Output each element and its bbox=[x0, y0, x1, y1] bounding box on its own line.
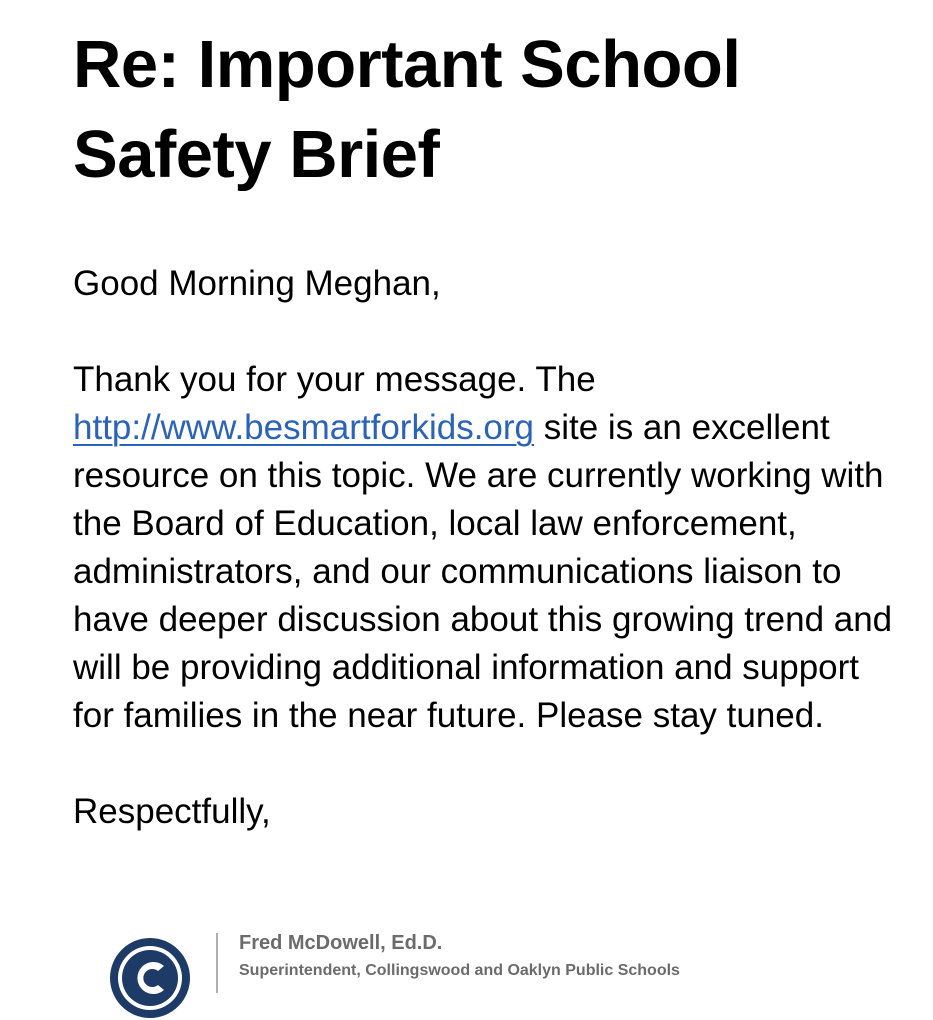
email-greeting: Good Morning Meghan, bbox=[73, 264, 441, 303]
email-paragraph bbox=[73, 356, 903, 740]
signature-name: Fred McDowell, Ed.D. bbox=[239, 932, 443, 954]
signature-divider bbox=[216, 933, 218, 993]
besmartforkids-link[interactable]: http://www.besmartforkids.org bbox=[73, 408, 534, 447]
school-c-logo-icon bbox=[108, 936, 192, 1020]
paragraph-text-after-link: site is an excellent resource on this topic. We are currently working with the Board of Education, local law enforcement, administrators, and our communications liaison to have deeper discussion about this growing trend and will be providing additional information and support for families in the near future. Please stay tuned. bbox=[73, 408, 893, 735]
email-body bbox=[73, 260, 903, 836]
signature-title: Superintendent, Collingswood and Oaklyn Public Schools bbox=[239, 962, 680, 979]
email-message bbox=[73, 0, 903, 836]
email-subject: Re: Important School Safety Brief bbox=[73, 27, 741, 192]
email-signature bbox=[108, 930, 908, 1000]
paragraph-text-before-link: Thank you for your message. The bbox=[73, 360, 596, 399]
email-closing: Respectfully, bbox=[73, 792, 271, 831]
